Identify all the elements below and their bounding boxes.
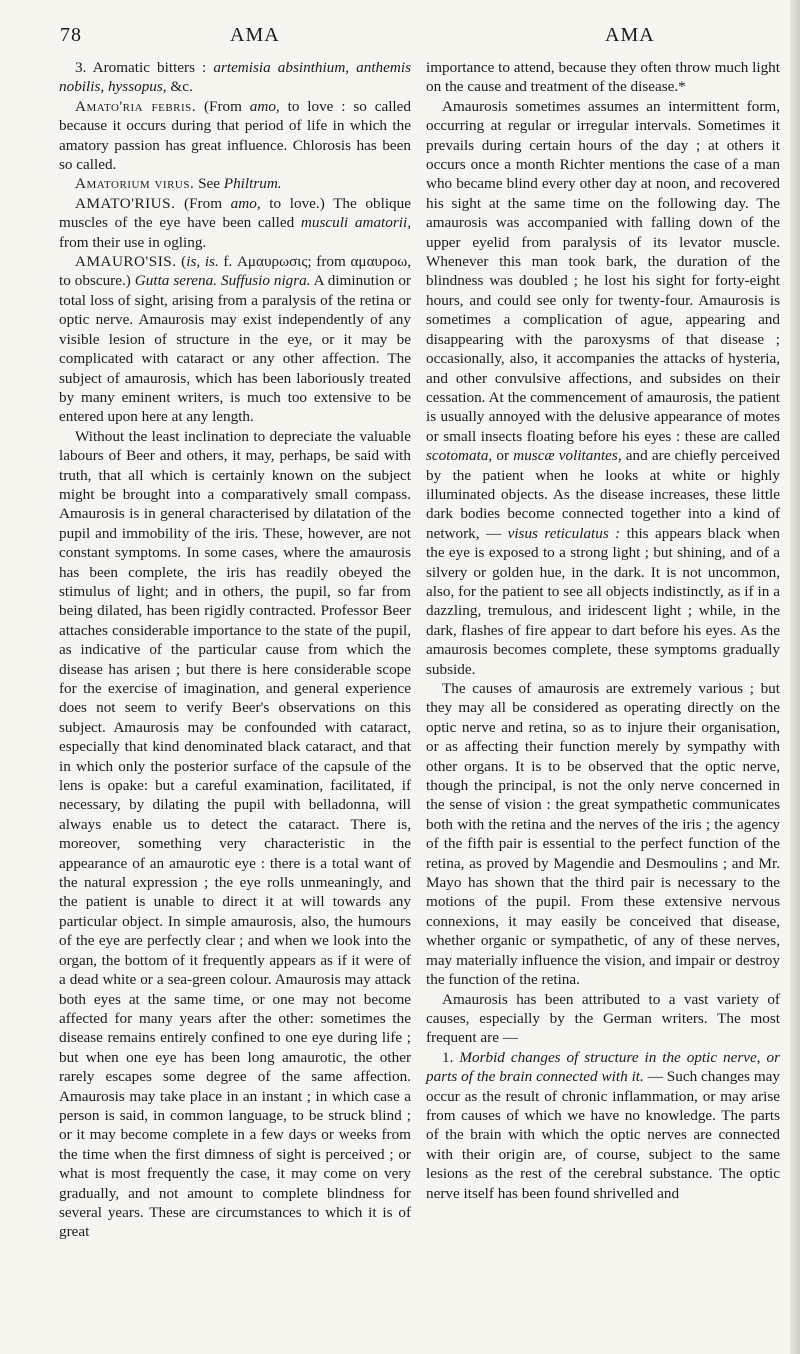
paragraph (426, 97, 780, 679)
body-text: or (492, 447, 514, 465)
italic-text: artemisia absinthium, anthemis nobilis, hyssopus, (59, 59, 411, 96)
body-text: The causes of amaurosis are extremely various ; but they may all be considered as operating directly on the optic nerve and retina, so as to injure their organisation, or as affecting their function merely by sympathy with other organs. It is to be observed that the optic nerve, though the principal, is not the only nerve concerned in the sense of vision : the great sympathetic communicates both with the retina and the nerves of the iris ; the agency of the fifth pair is essential to the perfect function of the retina, as proved by Magendie and Desmoulins ; and Mr. Mayo has shown that the third pair is necessary to the motions of the pupil. From these extensive nervous connexions, it may easily be conceived that disease, whether organic or sympathetic, of any of these nerves, may materially influence the vision, and impair or destroy the function of the retina. (426, 680, 780, 989)
italic-text: amo, (249, 97, 280, 115)
italic-text: Gutta serena. Suffusio nigra. (134, 272, 311, 290)
italic-text: scotomata, (426, 447, 493, 465)
body-text: f. Αμαυρωσις; from αμαυροω, to obscure.) (59, 253, 412, 290)
italic-text: musculi amatorii, (300, 214, 411, 232)
left-running-head: AMA (230, 24, 280, 46)
paragraph (59, 97, 411, 175)
paragraph (426, 679, 780, 990)
left-text-column (59, 58, 411, 1242)
body-text: from their use in ogling. (59, 233, 207, 251)
body-text: Without the least inclination to depreciate the valuable labours of Beer and others, it may, perhaps, be said with truth, that all which is certainly known on the subject might be brought into a comparatively small compass. Amaurosis is in general characterised by dilatation of the pupil and immobility of the iris. These, however, are not constant symptoms. In some cases, where the amaurosis has been complete, the iris has readily obeyed the stimulus of light; and in others, the pupil, so far from being dilated, has been rigidly contracted. Professor Beer attaches considerable importance to the state of the pupil, as indicative of the particular cause from which the disease has arisen ; but there is here considerable scope for the exercise of imagination, and general experience does not seem to verify Beer's observations on this subject. Amaurosis may be confounded with cataract, especially that kind denominated black cataract, and that in which only the posterior surface of the capsule of the lens is opake: but a careful examination, facilitated, if necessary, by dilating the pupil with belladonna, will always enable us to detect the cataract. There is, moreover, something very characteristic in the appearance of an amaurotic eye : there is a total want of the natural expression ; the eye rolls unmeaningly, and the patient is unable to direct it at will towards any particular object. In simple amaurosis, also, the humours of the eye are perfectly clear ; and when we look into the organ, the bottom of it frequently appears as if it were of a dead white or a sea-green colour. Amaurosis may attack both eyes at the same time, or one may not become affected for many years after the other: sometimes the disease remains entirely confined to one eye during life ; but when one eye has been long amaurotic, the other rarely escapes some degree of the same affection. Amaurosis may take place in an instant ; in which case a person is said, in common language, to be struck blind ; or it may become complete in a few days or weeks from the time when the first dimness of sight is perceived ; or what is most frequently the case, it may come on very gradually, and not amount to complete blindness for several years. These are circumstances to which it is of great (59, 427, 411, 1241)
body-text: and are chiefly perceived by the patient when he looks at white or highly illuminated objects. As the disease increases, these little dark bodies become connected together into a kind of network, — (426, 447, 780, 542)
entry-headword: Amato'ria febris. (75, 97, 197, 115)
body-text: Amaurosis sometimes assumes an intermittent form, occurring at regular or irregular intervals. Sometimes it prevails during certain hours of the day ; at others it occurs once a month Richter mentions the case of a man who became blind every other day at noon, and recovered his sight at the same time on the following day. The amaurosis was accompanied with falling down of the upper eyelid from paralysis of its levator muscle. Whenever this man took bark, the duration of the blindness was doubled ; he lost his sight for forty-eight hours, and could see only for twenty-four. Amaurosis is sometimes a complication of ague, appearing and disappearing with the paroxysms of that disease ; occasionally, also, it accompanies the attacks of hysteria, and other convulsive affections, and subsides on their cessation. At the commencement of amaurosis, the patient is usually annoyed with the delusive appearance of motes or small insects floating before his eyes : these are called (426, 97, 780, 445)
italic-text: visus reticulatus : (507, 524, 621, 542)
body-text: A diminution or total loss of sight, arising from a paralysis of the retina or optic nerve. Amaurosis may exist independently of any visible lesion of structure in the eye, or it may be complicated with cataract or any other affection. The subject of amaurosis, which has been laboriously treated by many eminent writers, is much too extensive to be entered upon here at any length. (59, 272, 411, 426)
body-text: to love.) The oblique muscles of the eye have been called (59, 194, 411, 232)
body-text: 1. (442, 1048, 460, 1066)
running-header (60, 24, 776, 50)
right-text-column (426, 58, 780, 1203)
italic-text: amo, (230, 194, 261, 212)
paragraph (426, 990, 780, 1048)
body-text: Amaurosis has been attributed to a vast variety of causes, especially by the German writers. The most frequent are — (426, 990, 780, 1047)
body-text: (From (175, 194, 231, 212)
entry-headword: AMAURO'SIS. (75, 253, 177, 271)
paragraph (59, 252, 411, 427)
italic-text: muscæ volitantes, (513, 447, 622, 465)
body-text: this appears black when the eye is exposed to a strong light ; but shining, and of a silvery or golden hue, in the dark. It is not uncommon, also, for the patient to see all objects indistinctly, as if in a dazzling, tremulous, and iridescent light ; while, in the dark, flashes of fire appear to dart before his eyes. As the amaurosis becomes complete, these symptoms gradually subside. (426, 524, 780, 678)
italic-text: is, is. (186, 253, 219, 271)
body-text: to love : so called because it occurs during that period of life in which the amatory passion has great influence. Chlorosis has been so called. (59, 97, 411, 174)
body-text: — Such changes may occur as the result of chronic inflammation, or may arise from causes of which we have no knowledge. The parts of the brain with which the optic nerves are connected with their origin are, of course, subject to the same lesions as the rest of the cerebral substance. The optic nerve itself has been found shrivelled and (426, 1068, 780, 1202)
paragraph (426, 58, 780, 97)
body-text: 3. Aromatic bitters : (75, 59, 214, 76)
paragraph (426, 1048, 780, 1203)
italic-text: Philtrum. (223, 175, 282, 193)
entry-headword: Amatorium virus. (75, 175, 195, 193)
page-edge (790, 0, 800, 1354)
paragraph (59, 174, 411, 193)
italic-text: Morbid changes of structure in the optic nerve, or parts of the brain connected with it. (426, 1048, 780, 1086)
entry-headword: AMATO'RIUS. (75, 194, 176, 212)
paragraph (59, 58, 411, 97)
paragraph (59, 194, 411, 252)
body-text: See (194, 175, 224, 193)
right-running-head: AMA (605, 24, 655, 46)
body-text: ( (176, 253, 187, 271)
body-text: (From (196, 97, 250, 115)
body-text: &c. (166, 78, 193, 96)
page-number: 78 (60, 24, 82, 46)
paragraph (59, 427, 411, 1242)
body-text: importance to attend, because they often throw much light on the cause and treatment of the disease.* (426, 59, 780, 96)
